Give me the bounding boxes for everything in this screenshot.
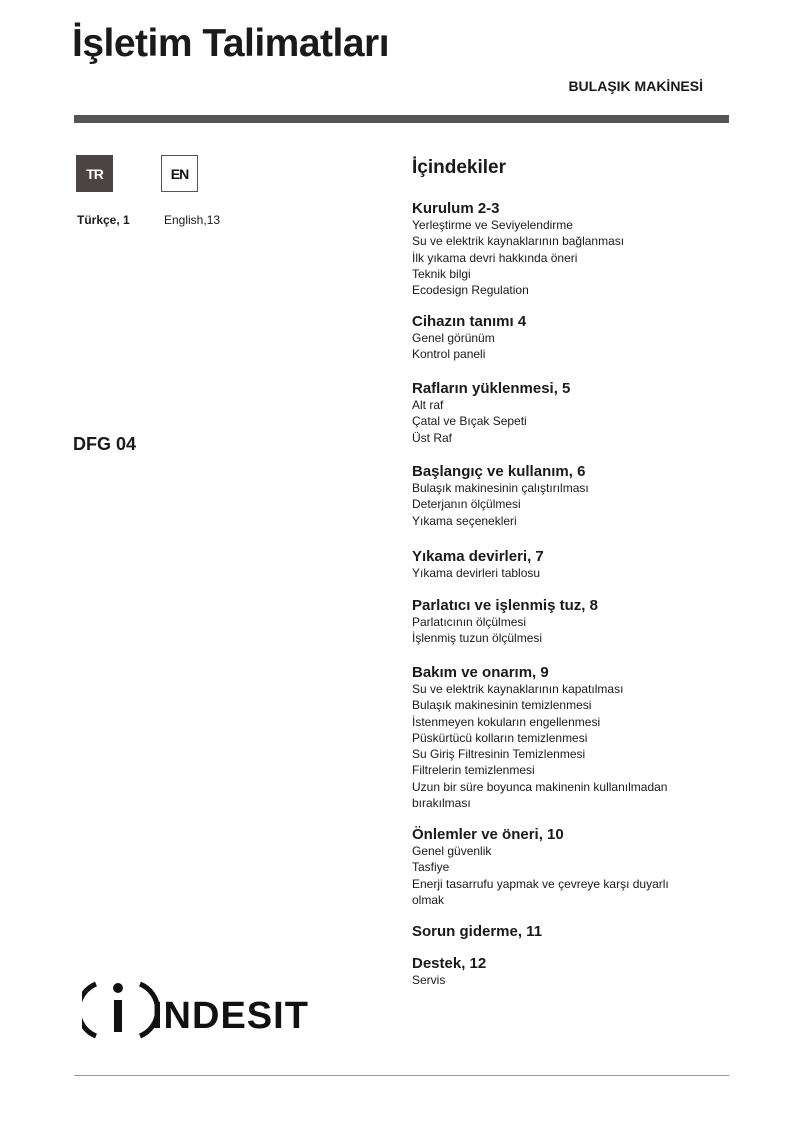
toc-section bbox=[412, 463, 712, 529]
toc-item[interactable]: Kontrol paneli bbox=[412, 347, 486, 362]
toc-item[interactable]: bırakılması bbox=[412, 796, 471, 811]
toc-item[interactable]: Parlatıcının ölçülmesi bbox=[412, 615, 527, 629]
toc-item[interactable]: İşlenmiş tuzun ölçülmesi bbox=[412, 631, 543, 646]
toc-item[interactable]: İlk yıkama devri hakkında öneri bbox=[412, 250, 578, 265]
toc-item[interactable]: Su ve elektrik kaynaklarının kapatılması bbox=[412, 682, 624, 696]
language-tr-page: Türkçe, 1 bbox=[77, 213, 130, 227]
footer-divider bbox=[74, 1075, 729, 1076]
indesit-logo bbox=[82, 978, 312, 1042]
language-en-badge[interactable]: EN bbox=[161, 155, 198, 192]
toc-section-heading[interactable]: Başlangıç ve kullanım, 6 bbox=[412, 463, 586, 480]
toc-section-heading[interactable]: Parlatıcı ve işlenmiş tuz, 8 bbox=[412, 597, 598, 614]
toc-section bbox=[412, 955, 712, 988]
toc-section bbox=[412, 313, 712, 363]
toc-section bbox=[412, 597, 712, 647]
language-en-page: English,13 bbox=[164, 213, 221, 227]
toc-section-heading[interactable]: Bakım ve onarım, 9 bbox=[412, 664, 549, 681]
toc-item[interactable]: Çatal ve Bıçak Sepeti bbox=[412, 414, 527, 429]
toc-section-heading[interactable]: Önlemler ve öneri, 10 bbox=[412, 826, 564, 843]
toc-section bbox=[412, 664, 712, 811]
toc-section-heading[interactable]: Kurulum 2-3 bbox=[412, 200, 500, 217]
toc-item[interactable]: Servis bbox=[412, 973, 446, 987]
toc-section bbox=[412, 548, 712, 581]
toc-section-heading[interactable]: Destek, 12 bbox=[412, 955, 487, 972]
toc-item[interactable]: Deterjanın ölçülmesi bbox=[412, 497, 521, 512]
toc-item[interactable]: Ecodesign Regulation bbox=[412, 283, 529, 298]
toc-item[interactable]: Genel görünüm bbox=[412, 331, 495, 345]
toc-item[interactable]: Bulaşık makinesinin çalıştırılması bbox=[412, 481, 589, 495]
toc-section-heading[interactable]: Yıkama devirleri, 7 bbox=[412, 548, 544, 565]
toc-item[interactable]: Enerji tasarrufu yapmak ve çevreye karşı duyarlı bbox=[412, 876, 669, 891]
toc-section bbox=[412, 380, 712, 446]
toc-section bbox=[412, 200, 712, 298]
toc-item[interactable]: Üst Raf bbox=[412, 430, 453, 445]
toc-item[interactable]: Su Giriş Filtresinin Temizlenmesi bbox=[412, 747, 586, 762]
toc-item[interactable]: Bulaşık makinesinin temizlenmesi bbox=[412, 698, 592, 713]
toc-item[interactable]: Teknik bilgi bbox=[412, 266, 471, 281]
svg-text:INDESIT: INDESIT bbox=[152, 995, 309, 1037]
toc-section-heading[interactable]: Rafların yüklenmesi, 5 bbox=[412, 380, 571, 397]
language-tr-badge[interactable]: TR bbox=[76, 155, 113, 192]
toc-section-heading[interactable]: Cihazın tanımı 4 bbox=[412, 313, 527, 330]
model-name: DFG 04 bbox=[73, 434, 137, 454]
toc-item[interactable]: Alt raf bbox=[412, 398, 444, 412]
toc-item[interactable]: Genel güvenlik bbox=[412, 844, 492, 858]
toc-section bbox=[412, 923, 712, 940]
toc-item[interactable]: Uzun bir süre boyunca makinenin kullanılmadan bbox=[412, 779, 668, 794]
toc-item[interactable]: Yıkama devirleri tablosu bbox=[412, 566, 541, 580]
toc-item[interactable]: Tasfiye bbox=[412, 860, 450, 875]
toc-section bbox=[412, 826, 712, 908]
toc-item[interactable]: İstenmeyen kokuların engellenmesi bbox=[412, 714, 601, 729]
page-title: İşletim Talimatları bbox=[72, 22, 390, 65]
toc-item[interactable]: Püskürtücü kolların temizlenmesi bbox=[412, 730, 588, 745]
toc-item[interactable]: Su ve elektrik kaynaklarının bağlanması bbox=[412, 234, 625, 249]
toc-item[interactable]: Filtrelerin temizlenmesi bbox=[412, 763, 535, 778]
header-divider bbox=[74, 115, 729, 123]
toc-title: İçindekiler bbox=[412, 157, 506, 178]
toc-item[interactable]: olmak bbox=[412, 892, 445, 907]
toc-item[interactable]: Yerleştirme ve Seviyelendirme bbox=[412, 218, 573, 232]
toc-section-heading[interactable]: Sorun giderme, 11 bbox=[412, 923, 543, 940]
toc-item[interactable]: Yıkama seçenekleri bbox=[412, 513, 517, 528]
product-type: BULAŞIK MAKİNESİ bbox=[568, 78, 703, 94]
